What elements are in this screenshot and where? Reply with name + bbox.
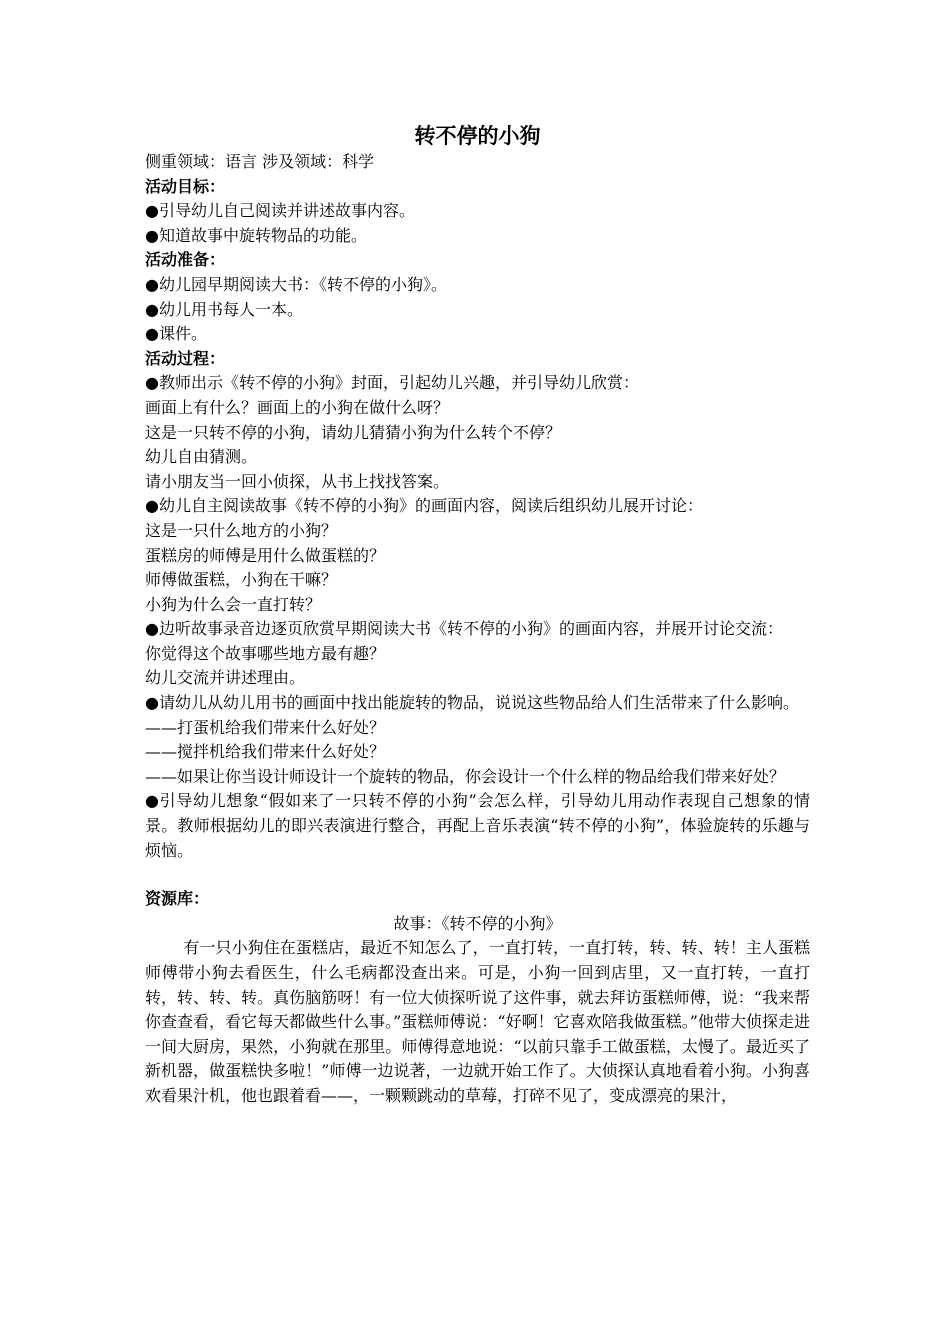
goal-item: ●引导幼儿自己阅读并讲述故事内容。 [145,201,415,221]
section-gap [145,863,810,887]
process-line: 蛋糕房的师傅是用什么做蛋糕的？ [145,545,386,565]
preparation-item: ●幼儿园早期阅读大书：《转不停的小狗》。 [145,274,447,294]
process-line: 幼儿自由猜测。 [145,447,258,467]
resources-heading: 资源库： [145,889,210,909]
domain-line: 侧重领域：语言 涉及领域：科学 [145,152,375,171]
story-title: 故事：《转不停的小狗》 [393,913,562,933]
process-line: 你觉得这个故事哪些地方最有趣？ [145,643,386,663]
process-line: 画面上有什么？画面上的小狗在做什么呀？ [145,397,450,417]
process-line: ●请幼儿从幼儿用书的画面中找出能旋转的物品，说说这些物品给人们生活带来了什么影响。 [145,693,799,713]
preparation-item: ●幼儿用书每人一本。 [145,299,303,319]
process-line: ——如果让你当设计师设计一个旋转的物品，你会设计一个什么样的物品给我们带来好处？ [145,766,786,786]
preparation-heading: 活动准备： [145,250,226,270]
process-line: 这是一只什么地方的小狗？ [145,520,338,540]
process-line: 师傅做蛋糕，小狗在干嘛？ [145,570,338,590]
process-line: ●边听故事录音边逐页欣赏早期阅读大书《转不停的小狗》的画面内容，并展开讨论交流： [145,619,783,639]
document-page [145,122,810,1109]
process-line: 小狗为什么会一直打转？ [145,594,322,614]
process-line: ●幼儿自主阅读故事《转不停的小狗》的画面内容，阅读后组织幼儿展开讨论： [145,496,703,516]
story-paragraph: 有一只小狗住在蛋糕店，最近不知怎么了，一直打转，一直打转，转、转、转！主人蛋糕师傅带小狗去看医生，什么毛病都没查出来。可是，小狗一回到店里，又一直打转，一直打转，转、转、转。真伤脑筋呀！有一位大侦探听说了这件事，就去拜访蛋糕师傅，说：“我来帮你查查看，看它每天都做些什么事。”蛋糕师傅说：“好啊！它喜欢陪我做蛋糕。”他带大侦探走进一间大厨房，果然，小狗就在那里。师傅得意地说：“以前只靠手工做蛋糕，太慢了。最近买了新机器，做蛋糕快多啦！”师傅一边说著，一边就开始工作了。大侦探认真地看着小狗。小狗喜欢看果汁机，他也跟着看——，一颗颗跳动的草莓，打碎不见了，变成漂亮的果汁， [145,938,810,1105]
process-line: ——搅拌机给我们带来什么好处？ [145,742,386,762]
process-line: ●教师出示《转不停的小狗》封面，引起幼儿兴趣，并引导幼儿欣赏： [145,373,639,393]
document-title: 转不停的小狗 [414,124,541,148]
preparation-item: ●课件。 [145,324,207,344]
process-heading: 活动过程： [145,348,226,368]
process-line: 这是一只转不停的小狗，请幼儿猜猜小狗为什么转个不停？ [145,422,562,442]
process-line: ——打蛋机给我们带来什么好处？ [145,717,386,737]
goals-heading: 活动目标： [145,176,226,196]
process-line: 幼儿交流并讲述理由。 [145,668,306,688]
process-line: ●引导幼儿想象“假如来了一只转不停的小狗”会怎么样，引导幼儿用动作表现自己想象的情景。教师根据幼儿的即兴表演进行整合，再配上音乐表演“转不停的小狗”，体验旋转的乐趣与烦恼。 [145,791,810,860]
goal-item: ●知道故事中旋转物品的功能。 [145,225,367,245]
process-line: 请小朋友当一回小侦探，从书上找找答案。 [145,471,450,491]
